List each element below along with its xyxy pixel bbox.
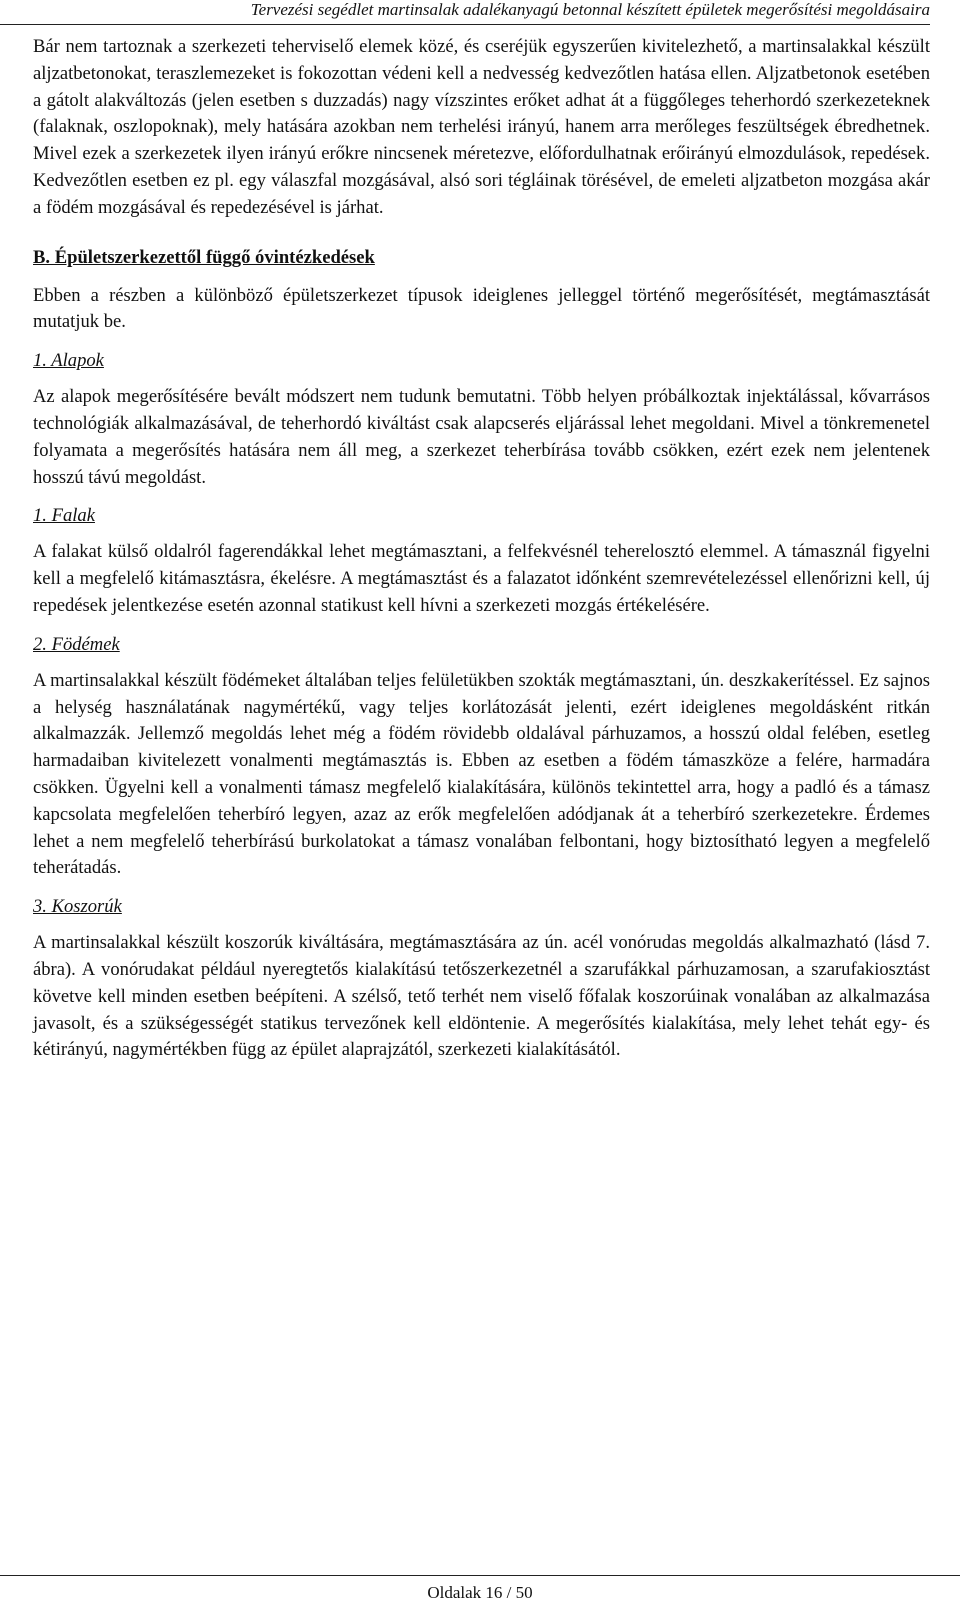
subsection-heading-alapok: 1. Alapok <box>33 350 104 372</box>
body-text <box>33 34 930 1072</box>
subsection-text-koszoruk: A martinsalakkal készült koszorúk kiváltására, megtámasztására az ún. acél vonórudas megoldás alkalmazható (lásd 7. ábra). A vonórudakat például nyeregtetős kialakítású tetőszerkezetnél a szarufákkal párhuzamosan, a szarufakiosztást követve kell minden esetben beépíteni. A szélső, tető terhét nem viselő főfalak koszorúinak vonalában az alkalmazása javasolt, és a szükségességét statikus tervezőnek kell eldöntenie. A megerősítés kialakítása, mely lehet tehát egy- és kétirányú, nagymértékben függ az épület alaprajzától, szerkezeti kialakításától. <box>33 932 930 1061</box>
subsection-heading-fodemek: 2. Födémek <box>33 633 120 655</box>
intro-paragraph: Bár nem tartoznak a szerkezeti teherviselő elemek közé, és cseréjük egyszerűen kivitelezhető, a martinsalakkal készült aljzatbetonokat, teraszlemezeket is fokozottan védeni kell a nedvesség kedvezőtlen hatása ellen. Aljzatbetonok esetében a gátolt alakváltozás (jelen esetben s duzzadás) nagy vízszintes erőket adhat át a függőleges teherhordó szerkezeteknek (falaknak, oszlopoknak), mely hatására azokban nem terhelési irányú, hanem arra merőleges feszültségek ébredhetnek. Mivel ezek a szerkezetek ilyen irányú erőkre nincsenek méretezve, előfordulhatnak erőirányú elmozdulások, repedések. Kedvezőtlen esetben ez pl. egy válaszfal mozgásával, alsó sori tégláinak törésével, de emeleti aljzatbeton mozgása akár a födém mozgásával és repedezésével is járhat. <box>33 36 930 218</box>
section-b-text: Ebben a részben a különböző épületszerkezet típusok ideiglenes jelleggel történő megerősítését, megtámasztását mutatjuk be. <box>33 284 930 333</box>
subsection-text-fodemek: A martinsalakkal készült födémeket általában teljes felületükben szokták megtámasztani, ún. deszkakerítéssel. Ez sajnos a helység használatának nagymértékű, vagy teljes korlátozását jelenti, ezért ideiglenes megoldásként ritkán alkalmazzák. Jellemző megoldás lehet még a födém rövidebb oldalával párhuzamos, a hosszú oldal felében, esetleg harmadaiban kivitelezett vonalmenti megtámasztás is. Ebben az esetben a födém támaszköze a felére, harmadára csökken. Ügyelni kell a vonalmenti támasz megfelelő kialakítására, különös tekintettel arra, hogy a padló és a támasz kapcsolata megfelelően teherbíró legyen, azaz az erők megfelelően adódjanak át a teherbíró szerkezetekre. Érdemes lehet a nem megfelelő teherbírású burkolatokat a támasz vonalában felbontani, hogy biztosítható legyen a megfelelő teherátadás. <box>33 669 930 879</box>
subsection-heading-koszoruk: 3. Koszorúk <box>33 896 122 918</box>
subsection-text-alapok: Az alapok megerősítésére bevált módszert nem tudunk bemutatni. Több helyen próbálkoztak injektálással, kővarrásos technológiák alkalmazásával, de teherhordó kiváltást csak alapcserés eljárással lehet megoldani. Mivel a tönkremenetel folyamata a megerősítés hatására nem áll meg, a szerkezet teherbírása tovább csökken, ezért ezek nem jelentenek hosszú távú megoldást. <box>33 386 930 488</box>
subsection-heading-falak: 1. Falak <box>33 505 95 527</box>
running-header: Tervezési segédlet martinsalak adalékanyagú betonnal készített épületek megerősítési megoldásaira <box>0 0 930 25</box>
section-b-title: B. Épületszerkezettől függő óvintézkedések <box>33 246 375 268</box>
subsection-text-falak: A falakat külső oldalról fagerendákkal lehet megtámasztani, a felfekvésnél teherelosztó elemmel. A támasznál figyelni kell a megfelelő kitámasztásra, ékelésre. A megtámasztást és a falazatot időnként szemrevételezéssel ellenőrizni kell, új repedések jelentkezése esetén azonnal statikust kell hívni a szerkezeti mozgás értékelésére. <box>33 541 930 616</box>
page-footer: Oldalak 16 / 50 <box>0 1575 960 1616</box>
